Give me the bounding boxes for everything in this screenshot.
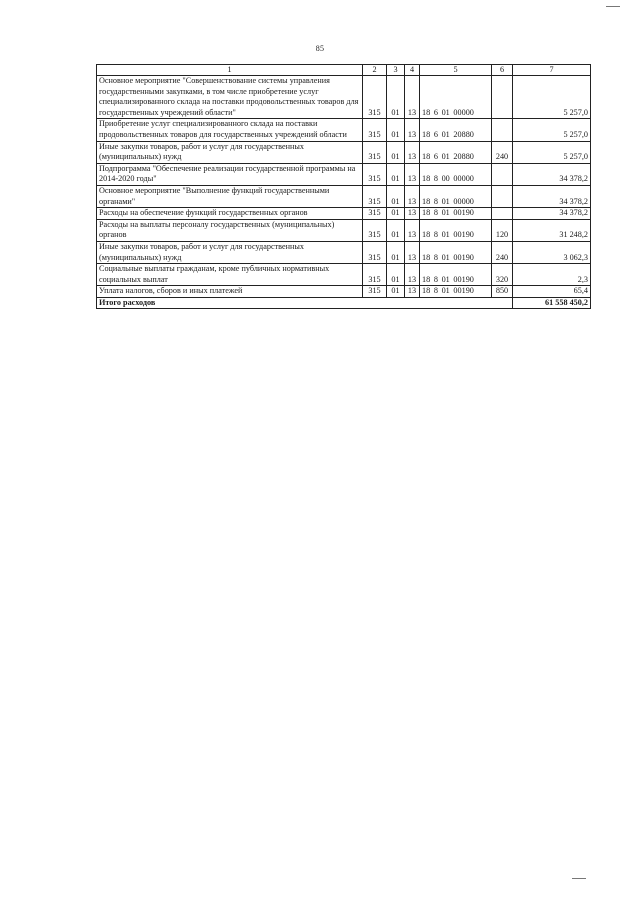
row-ministry-code: 315 bbox=[363, 219, 387, 241]
row-amount: 5 257,0 bbox=[513, 76, 591, 119]
row-target-article: 18 8 01 00190 bbox=[420, 264, 492, 286]
row-name: Основное мероприятие "Выполнение функций государственными органами" bbox=[97, 185, 363, 207]
table-row bbox=[97, 208, 591, 220]
row-amount: 34 378,2 bbox=[513, 208, 591, 220]
row-amount: 31 248,2 bbox=[513, 219, 591, 241]
row-expense-type bbox=[492, 76, 513, 119]
row-section-code: 01 bbox=[387, 241, 405, 263]
row-section-code: 01 bbox=[387, 185, 405, 207]
table-row bbox=[97, 286, 591, 298]
row-subsection-code: 13 bbox=[405, 286, 420, 298]
row-subsection-code: 13 bbox=[405, 163, 420, 185]
row-subsection-code: 13 bbox=[405, 264, 420, 286]
header-col-2: 2 bbox=[363, 65, 387, 76]
row-amount: 2,3 bbox=[513, 264, 591, 286]
table-row bbox=[97, 241, 591, 263]
total-row bbox=[97, 297, 591, 309]
row-expense-type bbox=[492, 185, 513, 207]
header-col-4: 4 bbox=[405, 65, 420, 76]
row-subsection-code: 13 bbox=[405, 119, 420, 141]
row-ministry-code: 315 bbox=[363, 76, 387, 119]
row-ministry-code: 315 bbox=[363, 286, 387, 298]
budget-table bbox=[96, 64, 591, 309]
table-row bbox=[97, 141, 591, 163]
row-ministry-code: 315 bbox=[363, 264, 387, 286]
table-row bbox=[97, 163, 591, 185]
row-ministry-code: 315 bbox=[363, 185, 387, 207]
row-name: Подпрограмма "Обеспечение реализации государственной программы на 2014-2020 годы" bbox=[97, 163, 363, 185]
row-ministry-code: 315 bbox=[363, 119, 387, 141]
row-subsection-code: 13 bbox=[405, 241, 420, 263]
table-row bbox=[97, 219, 591, 241]
row-name: Социальные выплаты гражданам, кроме публичных нормативных социальных выплат bbox=[97, 264, 363, 286]
row-subsection-code: 13 bbox=[405, 76, 420, 119]
table-row bbox=[97, 264, 591, 286]
row-ministry-code: 315 bbox=[363, 141, 387, 163]
row-name: Иные закупки товаров, работ и услуг для государственных (муниципальных) нужд bbox=[97, 241, 363, 263]
row-name: Расходы на обеспечение функций государственных органов bbox=[97, 208, 363, 220]
row-amount: 34 378,2 bbox=[513, 185, 591, 207]
header-col-3: 3 bbox=[387, 65, 405, 76]
header-col-1: 1 bbox=[97, 65, 363, 76]
row-section-code: 01 bbox=[387, 141, 405, 163]
row-amount: 65,4 bbox=[513, 286, 591, 298]
row-target-article: 18 8 01 00190 bbox=[420, 219, 492, 241]
row-section-code: 01 bbox=[387, 286, 405, 298]
scan-corner-mark bbox=[606, 6, 620, 7]
total-amount: 61 558 450,2 bbox=[513, 297, 591, 309]
header-col-6: 6 bbox=[492, 65, 513, 76]
row-name: Приобретение услуг специализированного склада на поставки продовольственных товаров для государственных учреждений области bbox=[97, 119, 363, 141]
row-amount: 5 257,0 bbox=[513, 119, 591, 141]
row-subsection-code: 13 bbox=[405, 208, 420, 220]
row-ministry-code: 315 bbox=[363, 208, 387, 220]
row-subsection-code: 13 bbox=[405, 219, 420, 241]
scan-corner-mark bbox=[572, 878, 586, 879]
row-target-article: 18 6 01 00000 bbox=[420, 76, 492, 119]
row-expense-type: 240 bbox=[492, 241, 513, 263]
total-label: Итого расходов bbox=[97, 297, 513, 309]
table-header-row bbox=[97, 65, 591, 76]
row-section-code: 01 bbox=[387, 119, 405, 141]
row-name: Уплата налогов, сборов и иных платежей bbox=[97, 286, 363, 298]
row-expense-type: 120 bbox=[492, 219, 513, 241]
row-name: Иные закупки товаров, работ и услуг для государственных (муниципальных) нужд bbox=[97, 141, 363, 163]
row-name: Расходы на выплаты персоналу государственных (муниципальных) органов bbox=[97, 219, 363, 241]
row-ministry-code: 315 bbox=[363, 163, 387, 185]
budget-sheet bbox=[96, 64, 590, 309]
row-target-article: 18 6 01 20880 bbox=[420, 141, 492, 163]
row-expense-type: 240 bbox=[492, 141, 513, 163]
header-col-5: 5 bbox=[420, 65, 492, 76]
row-subsection-code: 13 bbox=[405, 185, 420, 207]
row-section-code: 01 bbox=[387, 264, 405, 286]
row-subsection-code: 13 bbox=[405, 141, 420, 163]
row-section-code: 01 bbox=[387, 76, 405, 119]
row-section-code: 01 bbox=[387, 163, 405, 185]
row-target-article: 18 8 01 00190 bbox=[420, 286, 492, 298]
row-ministry-code: 315 bbox=[363, 241, 387, 263]
header-col-7: 7 bbox=[513, 65, 591, 76]
row-target-article: 18 6 01 20880 bbox=[420, 119, 492, 141]
row-expense-type bbox=[492, 163, 513, 185]
row-section-code: 01 bbox=[387, 219, 405, 241]
row-expense-type: 320 bbox=[492, 264, 513, 286]
row-target-article: 18 8 01 00190 bbox=[420, 241, 492, 263]
row-expense-type bbox=[492, 119, 513, 141]
row-expense-type bbox=[492, 208, 513, 220]
row-section-code: 01 bbox=[387, 208, 405, 220]
row-target-article: 18 8 00 00000 bbox=[420, 163, 492, 185]
table-row bbox=[97, 119, 591, 141]
row-expense-type: 850 bbox=[492, 286, 513, 298]
row-amount: 3 062,3 bbox=[513, 241, 591, 263]
row-target-article: 18 8 01 00000 bbox=[420, 185, 492, 207]
table-row bbox=[97, 76, 591, 119]
row-name: Основное мероприятие "Совершенствование системы управления государственными закупками, в том числе приобретение услуг специализированного склада на поставки продовольственных товаров для государственных учреждений области" bbox=[97, 76, 363, 119]
row-target-article: 18 8 01 00190 bbox=[420, 208, 492, 220]
row-amount: 34 378,2 bbox=[513, 163, 591, 185]
page-number: 85 bbox=[315, 44, 325, 53]
row-amount: 5 257,0 bbox=[513, 141, 591, 163]
table-row bbox=[97, 185, 591, 207]
